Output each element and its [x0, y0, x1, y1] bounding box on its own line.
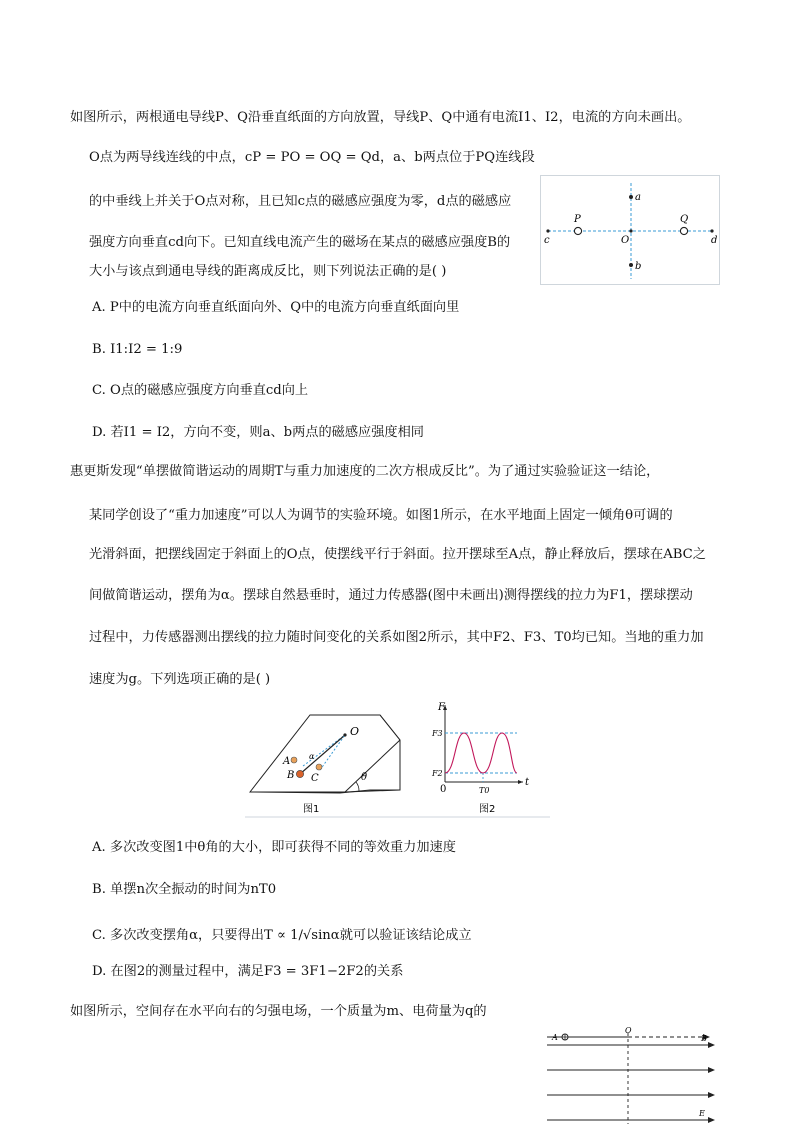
q9-line5: 过程中，力传感器测出摆线的拉力随时间变化的关系如图2所示，其中F2、F3、T0均已知。当地的重力加: [89, 630, 704, 645]
q10-label-a: A: [552, 1033, 558, 1042]
q8-option-c: C. O点的磁感应强度方向垂直cd向上: [92, 383, 309, 398]
q9-line4: 间做简谐运动，摆角为α。摆球自然悬垂时，通过力传感器(图中未画出)测得摆线的拉力为F1，摆球摆动: [89, 588, 693, 603]
label-a: a: [635, 192, 641, 203]
fig1-label-theta: θ: [361, 772, 368, 783]
q8-line1: 如图所示，两根通电导线P、Q沿垂直纸面的方向放置，导线P、Q中通有电流I1、I2，电流的方向未画出。: [70, 110, 691, 125]
q8-line4: 强度方向垂直cd向下。已知直线电流产生的磁场在某点的磁感应强度B的: [89, 235, 511, 250]
fig1-label-a: A: [283, 756, 291, 767]
q8-line2: O点为两导线连线的中点，cP = PO = OQ = Qd，a、b两点位于PQ连线段: [89, 150, 535, 165]
fig1-label-o: O: [350, 725, 360, 738]
q9-option-c: C. 多次改变摆角α，只要得出T ∝ 1/√sinα就可以验证该结论成立: [92, 928, 472, 943]
q10-figure: [545, 1025, 720, 1124]
fig1-label-alpha: α: [309, 752, 315, 761]
q10-label-o: O: [625, 1026, 632, 1035]
q9-line3: 光滑斜面，把摆线固定于斜面上的O点，使摆线平行于斜面。拉开摆球至A点，静止释放后，摆球在ABC之: [89, 547, 706, 562]
q9-line6: 速度为g。下列选项正确的是( ): [89, 672, 271, 687]
pivot-o: [343, 733, 346, 736]
ball-a: [291, 757, 297, 763]
fig1-incline: [250, 715, 400, 793]
q9-line2: 某同学创设了“重力加速度”可以人为调节的实验环境。如图1所示，在水平地面上固定一倾角θ可调的: [89, 508, 673, 523]
fig1-label-b: B: [287, 770, 295, 781]
fig2-label-f: F: [438, 702, 445, 713]
label-d: d: [711, 235, 718, 246]
label-p: P: [574, 214, 581, 225]
fig2-label-t0: T0: [479, 786, 490, 795]
q8-option-d: D. 若I1 = I2，方向不变，则a、b两点的磁感应强度相同: [92, 425, 424, 440]
point-c: [546, 229, 549, 232]
fig2-label-f2: F2: [432, 769, 443, 778]
wire-q: [680, 227, 687, 234]
q8-figure: [540, 175, 720, 285]
q9-option-d: D. 在图2的测量过程中，满足F3 = 3F1−2F2的关系: [92, 964, 404, 979]
fig2-label-t: t: [525, 777, 530, 788]
q8-option-b: B. I1:I2 = 1:9: [92, 342, 183, 357]
q10-line1: 如图所示，空间存在水平向右的匀强电场，一个质量为m、电荷量为q的: [70, 1004, 487, 1019]
fig2-label-f3: F3: [432, 729, 443, 738]
point-b: [629, 263, 633, 267]
q8-line3: 的中垂线上并关于O点对称，且已知c点的磁感应强度为零，d点的磁感应: [89, 194, 512, 209]
point-a: [629, 195, 633, 199]
q10-label-e: E: [699, 1109, 705, 1118]
point-o: [629, 229, 632, 232]
wire-p: [574, 227, 581, 234]
q8-line5: 大小与该点到通电导线的距离成反比，则下列说法正确的是( ): [89, 264, 447, 279]
fig2-graph: [431, 702, 530, 795]
q9-line1: 惠更斯发现“单摆做简谐运动的周期T与重力加速度的二次方根成反比”。为了通过实验验证这一结论，: [70, 464, 660, 479]
q9-option-b: B. 单摆n次全振动的时间为nT0: [92, 882, 277, 897]
q8-option-a: A. P中的电流方向垂直纸面向外、Q中的电流方向垂直纸面向里: [92, 300, 460, 315]
label-o: O: [621, 235, 630, 246]
label-q: Q: [680, 214, 689, 225]
point-d: [710, 229, 713, 232]
fig2-label-origin: 0: [440, 784, 447, 795]
label-b: b: [635, 261, 642, 272]
fig1-label-c: C: [311, 773, 319, 784]
q9-option-a: A. 多次改变图1中θ角的大小，即可获得不同的等效重力加速度: [92, 840, 456, 855]
ball-b: [296, 770, 303, 777]
fig1-caption: 图1: [303, 804, 320, 815]
q10-label-b: B: [701, 1034, 707, 1043]
force-curve: [445, 733, 517, 773]
ball-c: [316, 764, 322, 770]
fig2-caption: 图2: [479, 804, 496, 815]
label-c: c: [544, 235, 550, 246]
q9-figures: [245, 700, 550, 818]
